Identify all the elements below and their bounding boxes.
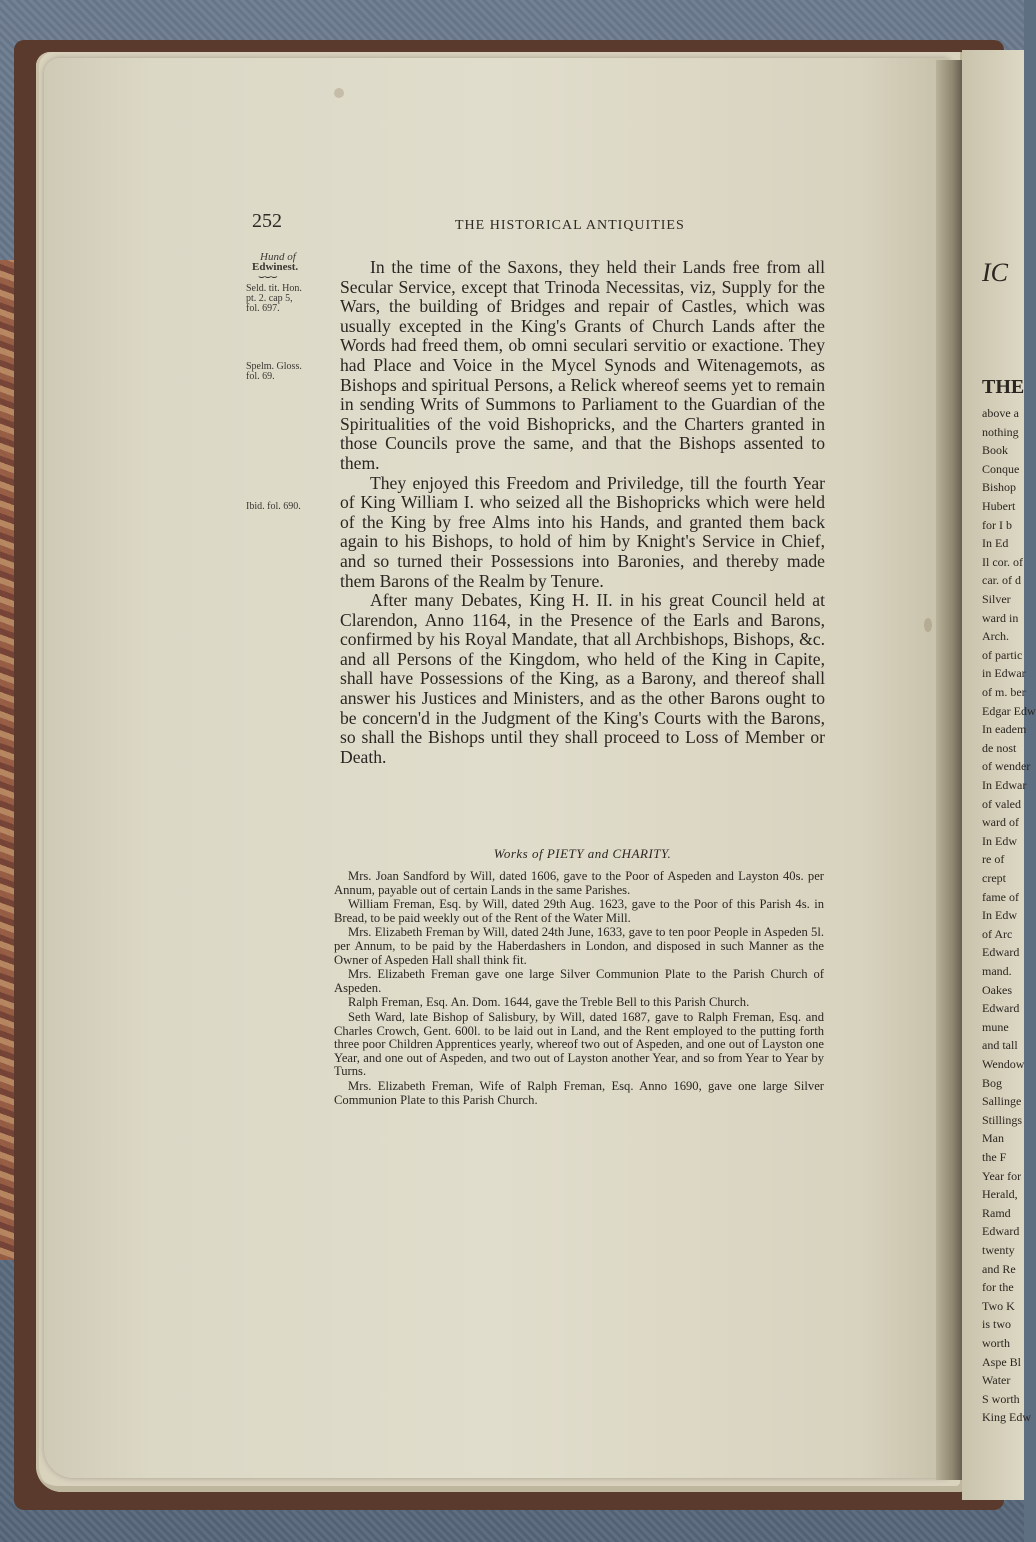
paragraph: After many Debates, King H. II. in his great Council held at Clarendon, Anno 1164, in the Presence of the Earls and Barons, confirmed by his Royal Mandate, that all Archbishops, Bishops, &c. and all Persons of the Kingdom, who held of the King in Capite, shall have Possessions of the King, as a Barony, and thereof shall answer his Justices and Ministers, and as the other Barons ought to be concern'd in the Judgment of the King's Courts with the Barons, so shall the Bishops until they shall proceed to Loss of Member or Death.: [340, 590, 825, 767]
right-page-line: Edgar Edw: [982, 703, 1036, 718]
right-page-line: and tall: [982, 1038, 1018, 1053]
right-page-line: re of: [982, 852, 1005, 867]
page-spot: [924, 618, 932, 632]
right-page-line: Edward: [982, 1224, 1020, 1239]
right-page-line: Man: [982, 1131, 1004, 1146]
right-page-line: of Arc: [982, 926, 1013, 941]
right-page-line: Water: [982, 1373, 1011, 1388]
right-page-line: Bog: [982, 1075, 1003, 1090]
margin-note-line: Hund of: [260, 251, 296, 263]
charity-entry: William Freman, Esq. by Will, dated 29th Aug. 1623, gave to the Poor of this Parish 4s. in Bread, to be paid weekly out of the Rent of the Water Mill.: [334, 897, 824, 925]
right-page-line: crept: [982, 871, 1006, 885]
charity-entry: Seth Ward, late Bishop of Salisbury, by Will, dated 1687, gave to Ralph Freman, Esq. and Charles Crowch, Gent. 600l. to be laid out in Land, and the Rent employed to the putting forth three poor Children Apprentices yearly, whereof two out of Aspeden, and one out of Layston one Year, and one out of Aspeden, and two out of Layston another Year, and so from Year to Year by Turns.: [334, 1009, 824, 1079]
right-page-line: THE: [982, 376, 1025, 398]
right-page-line: and Re: [982, 1261, 1016, 1276]
right-page-line: for the: [982, 1280, 1014, 1295]
right-page-line: mune: [982, 1019, 1009, 1034]
right-page-line: mand.: [982, 964, 1012, 978]
right-page-line: for I b: [982, 517, 1012, 532]
right-page-line: Stillings: [982, 1112, 1023, 1127]
right-page-line: Bishop: [982, 480, 1017, 495]
right-page-line: of m. ber: [982, 685, 1026, 699]
flourish-ornament: ⌣⌣⌣: [258, 271, 277, 283]
right-page-line: nothing: [982, 424, 1019, 439]
right-page-line: Conque: [982, 461, 1020, 476]
charity-entry: Mrs. Elizabeth Freman, Wife of Ralph Freman, Esq. Anno 1690, gave one large Silver Communion Plate to this Parish Church.: [334, 1078, 824, 1107]
right-page-line: above a: [982, 406, 1019, 420]
right-page-line: In eadem: [982, 722, 1027, 737]
paragraph: In the time of the Saxons, they held their Lands free from all Secular Service, except that Trinoda Necessitas, viz, Supply for the Wars, the building of Bridges and repair of Castles, which was usually excepted in the King's Grants of Church Lands after the Words had freed them, ob omni seculari servitio or exactione. They had Place and Voice in the Mycel Synods and Witenagemots, as Bishops and spiritual Persons, a Relick whereof seems yet to remain in sending Writs of Summons to Parliament to the Guardian of the Spiritualities of the void Bishopricks, and the Charters granted in those Councils prove the same, and that the Bishops assented to them.: [340, 257, 825, 473]
margin-note-line: Ibid. fol. 690.: [246, 501, 301, 512]
right-page-line: King Edw: [982, 1410, 1031, 1425]
right-heading: IC: [982, 258, 1008, 287]
right-page-line: de nost: [982, 740, 1017, 755]
section-title: Works of PIETY and CHARITY.: [493, 846, 672, 861]
right-page-line: Two K: [982, 1298, 1015, 1313]
right-page-line: Year for: [982, 1168, 1022, 1183]
right-page-line: In Edwar: [982, 778, 1027, 792]
right-page-line: of wender: [982, 759, 1031, 774]
right-page-line: Edward: [982, 945, 1020, 960]
right-page-line: Silver: [982, 592, 1011, 606]
margin-note-line: fol. 697.: [246, 303, 280, 314]
body-text: [340, 258, 825, 767]
book-gutter: [936, 60, 964, 1480]
right-page-line: ward in: [982, 610, 1019, 625]
right-page-line: Ramd: [982, 1205, 1011, 1220]
right-page-line: Edward: [982, 1001, 1020, 1016]
page-spot: [334, 88, 344, 98]
right-page-line: of partic: [982, 647, 1023, 662]
page-number: 252: [252, 210, 282, 232]
charity-entry: Mrs. Elizabeth Freman gave one large Silver Communion Plate to the Parish Church of Aspeden.: [334, 967, 824, 995]
right-page-line: car. of d: [982, 573, 1021, 588]
right-page-line: Sallinge: [982, 1094, 1022, 1109]
right-page-fragment: [962, 50, 1036, 1500]
margin-note-line: pt. 2. cap 5,: [246, 293, 293, 304]
right-page-line: twenty: [982, 1243, 1015, 1257]
charity-entry: Ralph Freman, Esq. An. Dom. 1644, gave the Treble Bell to this Parish Church.: [348, 995, 750, 1010]
running-head: THE HISTORICAL ANTIQUITIES: [455, 218, 685, 233]
margin-note-line: Seld. tit. Hon.: [246, 283, 302, 294]
right-page-line: ward of: [982, 815, 1019, 830]
right-page-line: fame of: [982, 889, 1019, 904]
right-page-line: in Edwar: [982, 666, 1026, 681]
margin-note-hundred: [246, 252, 326, 314]
right-page-line: Wendow: [982, 1057, 1025, 1071]
margin-note-spelman: [246, 362, 326, 382]
right-page-line: Herald,: [982, 1187, 1018, 1202]
right-page-line: of valed: [982, 796, 1021, 811]
right-page-line: is two: [982, 1317, 1012, 1332]
margin-note-line: Edwinest.: [252, 261, 299, 273]
margin-note-line: Spelm. Gloss.: [246, 361, 302, 372]
right-page-line: Oakes: [982, 982, 1012, 997]
charity-list: [334, 870, 824, 1108]
right-page-line: In Edw: [982, 908, 1017, 923]
right-page-line: S worth: [982, 1391, 1020, 1406]
charity-entry: Mrs. Joan Sandford by Will, dated 1606, gave to the Poor of Aspeden and Layston 40s. per Annum, payable out of certain Lands in the same Parishes.: [334, 869, 824, 897]
right-page-line: Arch.: [982, 629, 1009, 644]
right-page-line: the F: [982, 1150, 1007, 1164]
charity-entry: Mrs. Elizabeth Freman by Will, dated 24th June, 1633, gave to ten poor People in Aspeden 5l. per Annum, to be paid by the Haberdashers in London, and disposed in such Manner as the Owner of Aspeden Hall shall think fit.: [334, 925, 824, 967]
right-page-line: In Ed: [982, 536, 1009, 551]
right-page-line: Aspe Bl: [982, 1354, 1021, 1369]
margin-note-line: fol. 69.: [246, 371, 275, 382]
right-page-line: In Edw: [982, 833, 1017, 848]
right-page-line: Book: [982, 443, 1009, 458]
paragraph: They enjoyed this Freedom and Priviledge, till the fourth Year of King William I. who seized all the Bishopricks which were held of the King by free Alms into his Hands, and granted them back again to his Bishops, to hold of him by Knight's Service in Chief, and so turned their Possessions into Baronies, and thereby made them Barons of the Realm by Tenure.: [340, 472, 825, 591]
right-page-line: Hubert: [982, 499, 1016, 513]
margin-note-ibid: [246, 502, 326, 512]
right-page-line: worth: [982, 1336, 1010, 1350]
right-page-line: Il cor. of: [982, 554, 1023, 569]
